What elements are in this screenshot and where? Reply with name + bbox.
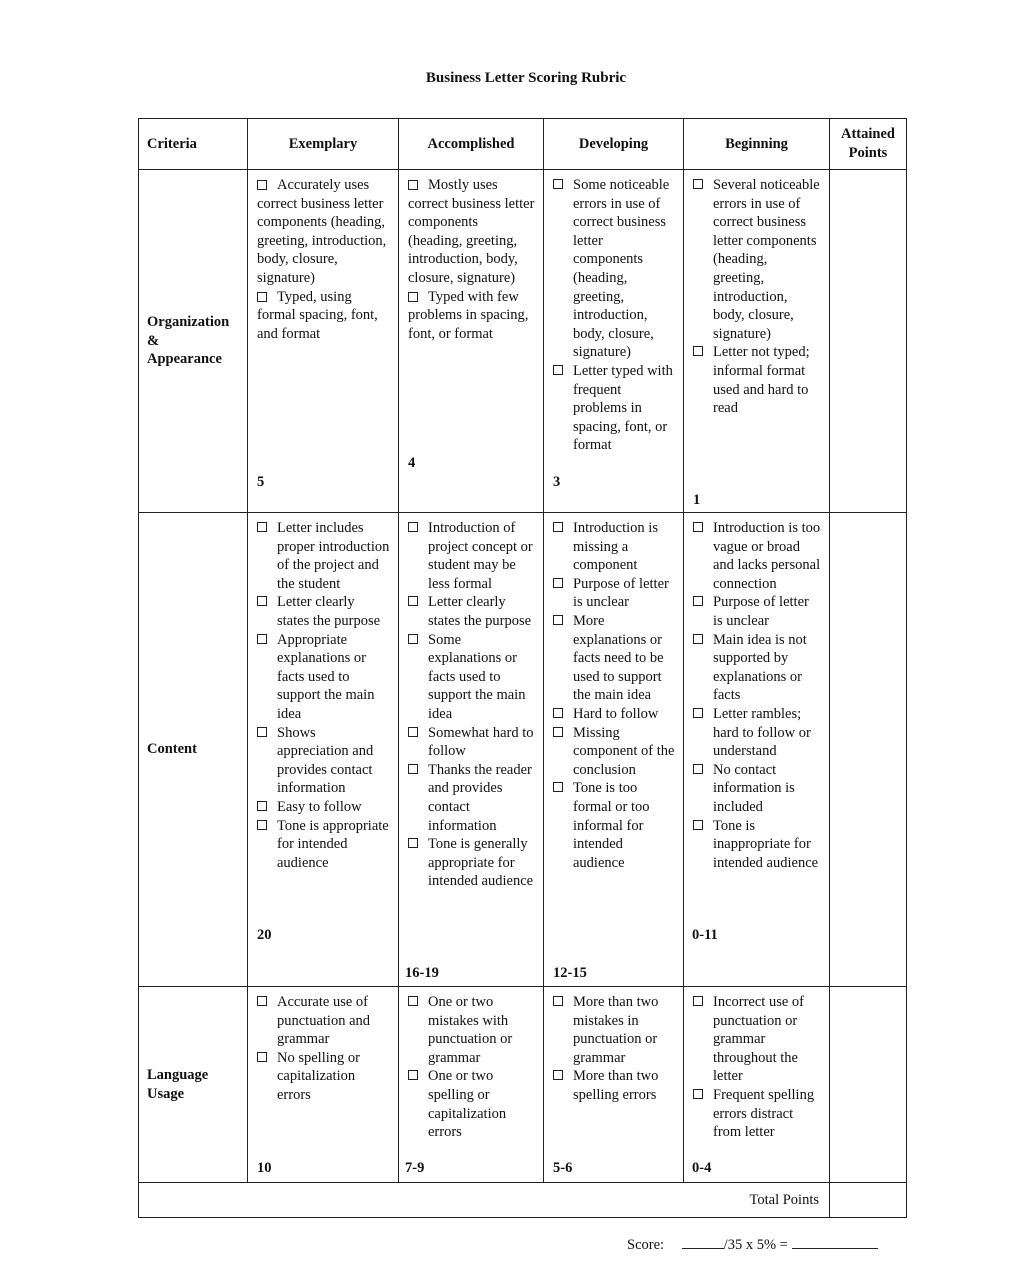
- rubric-item: [257, 724, 390, 798]
- item-text: Some explanations or facts used to support the main idea: [428, 631, 526, 722]
- rubric-item: [257, 631, 390, 724]
- rubric-item: [693, 1086, 821, 1142]
- rubric-item: [408, 631, 535, 724]
- rubric-item: [553, 1067, 675, 1104]
- rubric-item: [408, 1067, 535, 1141]
- rubric-item: [257, 519, 390, 593]
- cell-org-developing: [544, 170, 684, 513]
- header-attained-points: [830, 119, 907, 170]
- rubric-item: [553, 724, 675, 780]
- item-text: Accurate use of punctuation and grammar: [277, 994, 371, 1048]
- header-row: [139, 119, 907, 170]
- header-developing: Developing: [544, 119, 684, 170]
- points-value: 0-11: [692, 927, 718, 943]
- attained-points-language[interactable]: [830, 987, 907, 1183]
- criteria-line: Language: [147, 1066, 209, 1083]
- rubric-item: [257, 1049, 390, 1105]
- item-text: No contact information is included: [713, 761, 795, 815]
- points-value: 10: [257, 1160, 272, 1176]
- rubric-item: [693, 761, 821, 817]
- item-text: Purpose of letter is unclear: [713, 594, 809, 629]
- checkbox-icon[interactable]: [408, 996, 418, 1006]
- item-text: Typed with few problems in spacing, font, or format: [408, 288, 529, 342]
- row-language-usage: [139, 987, 907, 1183]
- cell-language-exemplary: [248, 987, 399, 1183]
- item-text: More explanations or facts need to be used to support the main idea: [573, 612, 664, 704]
- score-line: [627, 1236, 878, 1254]
- checkbox-icon[interactable]: [693, 634, 703, 644]
- checkbox-icon[interactable]: [408, 764, 418, 774]
- checkbox-icon[interactable]: [693, 996, 703, 1006]
- score-blank[interactable]: [682, 1236, 724, 1249]
- criteria-organization: [139, 170, 248, 513]
- item-text: Appropriate explanations or facts used to support the main idea: [277, 631, 375, 722]
- checkbox-icon[interactable]: [693, 1089, 703, 1099]
- rubric-item: [693, 631, 821, 705]
- checkbox-icon[interactable]: [693, 522, 703, 532]
- checkbox-icon[interactable]: [553, 1070, 563, 1080]
- item-text: Typed, using formal spacing, font, and format: [257, 288, 378, 342]
- points-value: 1: [693, 492, 701, 508]
- total-row: [139, 1183, 907, 1218]
- item-text: Thanks the reader and provides contact information: [428, 761, 532, 834]
- item-text: No spelling or capitalization errors: [277, 1049, 360, 1103]
- item-text: Accurately uses correct business letter components (heading, greeting, introduction, body, closure, signature): [257, 177, 387, 286]
- item-text: Mostly uses correct business letter components (heading, greeting, introduction, body, closure, signature): [408, 177, 535, 286]
- page-title: Business Letter Scoring Rubric: [425, 70, 627, 86]
- checkbox-icon[interactable]: [408, 727, 418, 737]
- rubric-item: [257, 993, 390, 1049]
- criteria-line: Usage: [147, 1085, 185, 1102]
- rubric-table: [138, 118, 907, 1218]
- rubric-item: [257, 593, 390, 630]
- rubric-item: [257, 288, 390, 344]
- checkbox-icon[interactable]: [257, 292, 267, 302]
- points-value: 12-15: [553, 965, 587, 981]
- rubric-item: [408, 993, 535, 1067]
- checkbox-icon[interactable]: [693, 596, 703, 606]
- points-value: 0-4: [692, 1160, 712, 1176]
- item-text: Somewhat hard to follow: [428, 724, 534, 760]
- rubric-item: [408, 288, 535, 344]
- cell-content-accomplished: [399, 513, 544, 987]
- item-text: Some noticeable errors in use of correct business letter components (heading, greeting, introduction, body, closure, signature): [573, 177, 670, 361]
- rubric-item: [257, 798, 390, 817]
- rubric-item: [408, 176, 535, 288]
- item-text: Letter clearly states the purpose: [277, 594, 381, 629]
- row-organization: [139, 170, 907, 513]
- checkbox-icon[interactable]: [257, 727, 267, 737]
- points-value: 5-6: [553, 1160, 573, 1176]
- checkbox-icon[interactable]: [408, 180, 418, 190]
- header-exemplary: Exemplary: [248, 119, 399, 170]
- item-text: Hard to follow: [573, 705, 659, 722]
- cell-language-beginning: [684, 987, 830, 1183]
- item-text: Incorrect use of punctuation or grammar throughout the letter: [713, 994, 804, 1085]
- rubric-item: [257, 817, 390, 873]
- item-text: Easy to follow: [277, 798, 362, 815]
- total-points-label: Total Points: [139, 1183, 830, 1218]
- points-value: 16-19: [405, 965, 439, 981]
- item-text: Tone is inappropriate for intended audience: [713, 817, 819, 871]
- checkbox-icon[interactable]: [408, 838, 418, 848]
- points-value: 7-9: [405, 1160, 425, 1176]
- checkbox-icon[interactable]: [693, 708, 703, 718]
- checkbox-icon[interactable]: [257, 1052, 267, 1062]
- rubric-item: [408, 724, 535, 761]
- item-text: Introduction is too vague or broad and lacks personal connection: [713, 520, 821, 592]
- rubric-item: [553, 176, 675, 362]
- checkbox-icon[interactable]: [408, 292, 418, 302]
- item-text: Letter typed with frequent problems in spacing, font, or format: [573, 362, 673, 454]
- rubric-item: [553, 575, 675, 612]
- points-value: 3: [553, 474, 561, 490]
- criteria-line: Organization: [147, 314, 230, 331]
- checkbox-icon[interactable]: [553, 615, 563, 625]
- checkbox-icon[interactable]: [408, 634, 418, 644]
- cell-content-developing: [544, 513, 684, 987]
- checkbox-icon[interactable]: [257, 596, 267, 606]
- rubric-item: [553, 993, 675, 1067]
- checkbox-icon[interactable]: [553, 179, 563, 189]
- header-attained-line2: Points: [848, 145, 888, 161]
- checkbox-icon[interactable]: [553, 727, 563, 737]
- item-text: One or two mistakes with punctuation or grammar: [428, 994, 513, 1066]
- checkbox-icon[interactable]: [693, 820, 703, 830]
- checkbox-icon[interactable]: [553, 522, 563, 532]
- rubric-item: [408, 519, 535, 593]
- rubric-item: [693, 176, 821, 343]
- rubric-item: [693, 519, 821, 593]
- cell-language-developing: [544, 987, 684, 1183]
- rubric-item: [553, 362, 675, 455]
- checkbox-icon[interactable]: [408, 1070, 418, 1080]
- checkbox-icon[interactable]: [408, 522, 418, 532]
- checkbox-icon[interactable]: [257, 820, 267, 830]
- item-text: Frequent spelling errors distract from letter: [713, 1086, 815, 1141]
- header-attained-line1: Attained: [841, 126, 895, 143]
- total-points-value[interactable]: [830, 1183, 907, 1218]
- rubric-item: [553, 612, 675, 705]
- rubric-item: [553, 519, 675, 575]
- checkbox-icon[interactable]: [257, 801, 267, 811]
- rubric-item: [408, 835, 535, 891]
- rubric-item: [257, 176, 390, 288]
- criteria-language-usage: [139, 987, 248, 1183]
- rubric-item: [553, 779, 675, 872]
- item-text: Several noticeable errors in use of correct business letter components (heading, greeting, introduction, body, closure, signature): [713, 177, 820, 342]
- cell-language-accomplished: [399, 987, 544, 1183]
- item-text: Purpose of letter is unclear: [573, 575, 669, 611]
- checkbox-icon[interactable]: [553, 365, 563, 375]
- attained-points-content[interactable]: [830, 513, 907, 987]
- points-value: 4: [408, 455, 416, 471]
- criteria-line: &: [147, 332, 160, 349]
- checkbox-icon[interactable]: [257, 522, 267, 532]
- checkbox-icon[interactable]: [553, 996, 563, 1006]
- item-text: Letter not typed; informal format used and hard to read: [713, 344, 810, 417]
- score-formula: /35 x 5% =: [723, 1237, 788, 1253]
- cell-content-beginning: [684, 513, 830, 987]
- checkbox-icon[interactable]: [257, 180, 267, 190]
- rubric-item: [553, 705, 675, 724]
- criteria-content: [139, 513, 248, 987]
- cell-org-beginning: [684, 170, 830, 513]
- rubric-item: [408, 593, 535, 630]
- checkbox-icon[interactable]: [408, 596, 418, 606]
- rubric-item: [693, 817, 821, 873]
- checkbox-icon[interactable]: [553, 708, 563, 718]
- cell-org-accomplished: [399, 170, 544, 513]
- checkbox-icon[interactable]: [257, 996, 267, 1006]
- row-content: [139, 513, 907, 987]
- cell-org-exemplary: [248, 170, 399, 513]
- checkbox-icon[interactable]: [693, 346, 703, 356]
- item-text: Letter clearly states the purpose: [428, 594, 532, 629]
- rubric-item: [693, 593, 821, 630]
- checkbox-icon[interactable]: [693, 179, 703, 189]
- points-value: 5: [257, 474, 265, 490]
- score-label: Score:: [627, 1237, 665, 1253]
- checkbox-icon[interactable]: [553, 578, 563, 588]
- points-value: 20: [257, 927, 272, 943]
- item-text: Introduction is missing a component: [573, 520, 658, 574]
- item-text: One or two spelling or capitalization errors: [428, 1068, 507, 1141]
- item-text: Main idea is not supported by explanations or facts: [713, 631, 807, 704]
- score-result-blank[interactable]: [792, 1236, 878, 1249]
- criteria-line: Appearance: [147, 351, 222, 368]
- attained-points-organization[interactable]: [830, 170, 907, 513]
- item-text: More than two mistakes in punctuation or grammar: [573, 994, 659, 1066]
- item-text: Introduction of project concept or student may be less formal: [428, 520, 533, 592]
- item-text: Tone is generally appropriate for intended audience: [428, 836, 534, 890]
- item-text: Letter includes proper introduction of the project and the student: [277, 520, 390, 592]
- criteria-line: Content: [147, 741, 197, 758]
- item-text: More than two spelling errors: [573, 1068, 659, 1103]
- checkbox-icon[interactable]: [553, 782, 563, 792]
- checkbox-icon[interactable]: [257, 634, 267, 644]
- item-text: Shows appreciation and provides contact information: [277, 724, 374, 797]
- rubric-item: [693, 993, 821, 1086]
- rubric-item: [408, 761, 535, 835]
- item-text: Tone is appropriate for intended audience: [277, 817, 389, 871]
- cell-content-exemplary: [248, 513, 399, 987]
- checkbox-icon[interactable]: [693, 764, 703, 774]
- item-text: Tone is too formal or too informal for intended audience: [573, 780, 650, 871]
- item-text: Missing component of the conclusion: [573, 724, 675, 778]
- rubric-item: [693, 705, 821, 761]
- header-criteria: Criteria: [139, 119, 248, 170]
- header-beginning: Beginning: [684, 119, 830, 170]
- header-accomplished: Accomplished: [399, 119, 544, 170]
- item-text: Letter rambles; hard to follow or understand: [713, 705, 811, 760]
- rubric-item: [693, 343, 821, 417]
